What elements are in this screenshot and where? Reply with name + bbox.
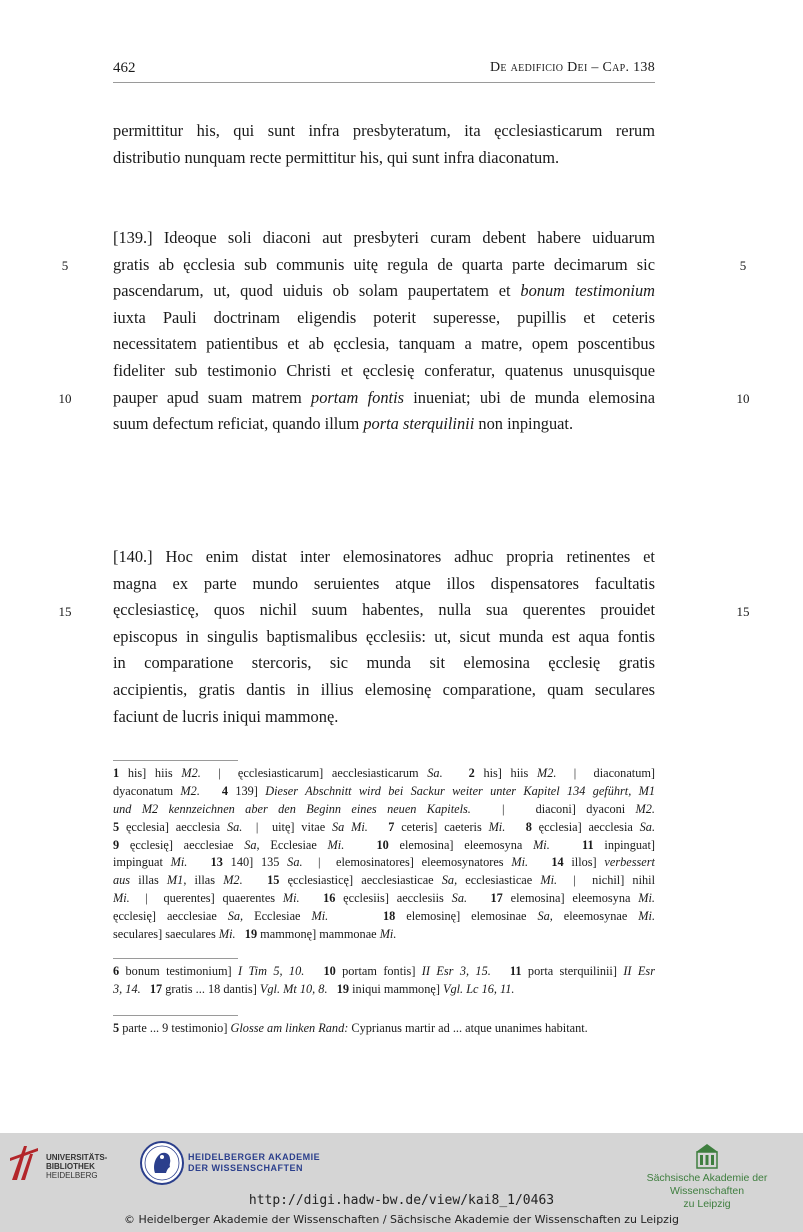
footnote-line: seculares] saeculares Mi. 19 mammonę] mammonae Mi. [113, 927, 397, 942]
text-line: pascendarum, ut, quod uiduis ob solam paupertatem et bonum testimonium [113, 281, 655, 301]
hadw-seal-icon [140, 1141, 184, 1185]
footnote-line: 5 ęcclesia] aecclesia Sa. | uitę] vitae Sa Mi. 7 ceteris] caeteris Mi. 8 ęcclesia] aecclesia Sa. [113, 819, 655, 834]
text-line: permittitur his, qui sunt infra presbyteratum, ita ęcclesiasticarum rerum [113, 121, 655, 140]
footnote-rule [113, 760, 238, 761]
logo-text-line: Sächsische Akademie der Wissenschaften [646, 1172, 768, 1197]
saw-building-icon [695, 1142, 719, 1170]
paragraph-continuation [113, 118, 655, 171]
ub-heidelberg-logo[interactable] [8, 1140, 108, 1184]
footnote-line: 1 his] hiis M2. | ęcclesiasticarum] aecclesiasticarum Sa. 2 his] hiis M2. | diaconatum] [113, 766, 655, 780]
footnote-line: impinguat Mi. 13 140] 135 Sa. | elemosinatores] eleemosynatores Mi. 14 illos] verbessert [113, 855, 655, 870]
hadw-label [188, 1152, 320, 1174]
text-line: distributio nunquam recte permittitur his, qui sunt infra diaconatum. [113, 147, 560, 167]
hadw-logo[interactable] [140, 1141, 340, 1189]
text-line: episcopus in singulis baptismalibus ęcclesiis: ut, sicut munda est aqua fontis [113, 626, 655, 646]
text-line: iuxta Pauli doctrinam eligendis poterit superesse, pupillis et ceteris [113, 307, 655, 327]
ub-heidelberg-emblem-icon [8, 1140, 42, 1184]
copyright-notice: © Heidelberger Akademie der Wissenschaften / Sächsische Akademie der Wissenschaften zu Leipzig [123, 1213, 679, 1226]
text-line: accipientis, gratis dantis in illius elemosinę comparatione, quam seculares [113, 679, 655, 699]
paragraph-140 [113, 544, 655, 730]
text-line: magna ex parte mundo seruientes atque illos dispensatores facultatis [113, 573, 655, 593]
text-line: suum defectum reficiat, quando illum porta sterquilinii non inpinguat. [113, 414, 574, 434]
line-number-right: 15 [736, 604, 750, 619]
page-number: 462 [113, 60, 136, 76]
logo-text-line: BIBLIOTHEK [46, 1162, 95, 1171]
footnote-line: 5 parte ... 9 testimonio] Glosse am linken Rand: Cyprianus martir ad ... atque unanimes habitant. [113, 1021, 588, 1035]
footnote-line: und M2 kennzeichnen aber den Beginn eines neuen Kapitels. | diaconi] dyaconi M2. [113, 801, 655, 816]
header-rule [113, 82, 655, 83]
footnote-line: Mi. | querentes] quaerentes Mi. 16 ęcclesiis] aecclesiis Sa. 17 elemosina] eleemosyna Mi. [113, 891, 655, 906]
text-line: [140.] Hoc enim distat inter elemosinatores adhuc propria retinentes et [113, 547, 655, 566]
text-line: pauper apud suam matrem portam fontis inueniat; ubi de munda elemosina [113, 387, 655, 407]
footnote-rule [113, 958, 238, 959]
footnote-line: 3, 14. 17 gratis ... 18 dantis] Vgl. Mt 10, 8. 19 iniqui mammonę] Vgl. Lc 16, 11. [113, 981, 515, 996]
paragraph-139 [113, 225, 655, 438]
line-number-left: 5 [61, 258, 69, 273]
footnote-line: 9 ęcclesię] aecclesiae Sa, Ecclesiae Mi. 10 elemosina] eleemosyna Mi. 11 inpinguat] [113, 837, 655, 852]
logo-text-line: HEIDELBERG [46, 1171, 98, 1180]
apparatus-glosses [113, 1020, 655, 1038]
line-number-left: 15 [58, 604, 72, 619]
text-line: [139.] Ideoque soli diaconi aut presbyteri curam debent habere uiduarum [113, 228, 655, 247]
text-line: ęcclesiasticę, quos nichil suum habentes, nulla sua querentes prouidet [113, 600, 655, 620]
logo-text-line: HEIDELBERGER AKADEMIE [188, 1152, 321, 1162]
text-line: necessitatem patientibus et ab ęcclesia, tanquam a matre, opem poscentibus [113, 334, 655, 354]
logo-text-line: zu Leipzig [683, 1198, 731, 1210]
line-number-right: 5 [739, 258, 747, 273]
footnote-line: dyaconatum M2. 4 139] Dieser Abschnitt wird bei Sackur weiter unter Kapitel 134 geführt, M1 [113, 783, 655, 798]
footnote-line: ęcclesię] aecclesiae Sa, Ecclesiae Mi. 18 elemosinę] elemosinae Sa, eleemosynae Mi. [113, 909, 655, 924]
footnote-line: aus illas M1, illas M2. 15 ęcclesiasticę] aecclesiasticae Sa, ecclesiasticae Mi. | nichil] nihil [113, 873, 655, 888]
text-line: gratis ab ęcclesia sub communis uitę regula de quarta parte decimarum sic [113, 254, 655, 274]
text-line: fideliter sub testimonio Christi et ęcclesię conferatur, quatenus unusquisque [113, 360, 655, 380]
footnote-rule [113, 1015, 238, 1016]
permalink-url[interactable]: http://digi.hadw-bw.de/view/kai8_1/0463 [248, 1193, 555, 1208]
running-title: De aedificio Dei – Cap. 138 [490, 60, 655, 75]
ub-heidelberg-label [46, 1153, 107, 1180]
text-line: in comparatione stercoris, sic munda sit elemosina ęcclesię gratis [113, 653, 655, 673]
line-number-left: 10 [58, 391, 72, 406]
line-number-right: 10 [736, 391, 750, 406]
apparatus-variants [113, 765, 655, 944]
text-line: faciunt de lucris iniqui mammonę. [113, 706, 339, 726]
logo-text-line: UNIVERSITÄTS- [46, 1153, 108, 1162]
footnote-line: 6 bonum testimonium] I Tim 5, 10. 10 portam fontis] II Esr 3, 15. 11 porta sterquilinii] II Esr [113, 964, 655, 978]
apparatus-sources [113, 963, 655, 999]
logo-text-line: DER WISSENSCHAFTEN [188, 1163, 304, 1173]
